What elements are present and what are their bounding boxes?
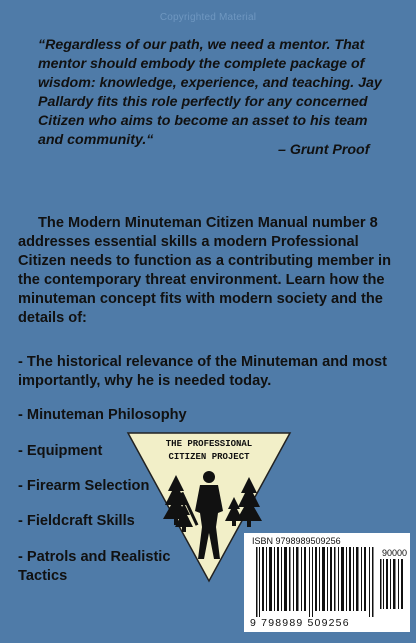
emblem-line2: CITIZEN PROJECT	[168, 452, 250, 462]
bullet-item: - Fieldcraft Skills	[18, 513, 135, 529]
bullet-item: - Firearm Selection	[18, 478, 150, 494]
bullet-item: - The historical relevance of the Minuteman and most importantly, why he is needed today.	[18, 354, 387, 389]
bullet-item: - Minuteman Philosophy	[18, 407, 187, 423]
bullet-item: - Equipment	[18, 443, 103, 459]
isbn-label: ISBN 9798989509256	[252, 536, 341, 546]
emblem-line1: THE PROFESSIONAL	[165, 439, 253, 449]
price-barcode-bars	[380, 559, 404, 609]
endorsement-quote: “Regardless of our path, we need a mentor. That mentor should embody the complete package of wisdom: knowledge, experience, and teaching. Jay Pallardy fits this role perfectly for any concerned Citizen who aims to become an asset to his team and community.“	[38, 37, 382, 148]
isbn-barcode	[244, 533, 410, 632]
price-code: 90000	[382, 548, 408, 558]
bullet-item: - Patrols and Realistic Tactics	[18, 549, 171, 584]
barcode-bars	[256, 547, 374, 617]
isbn-digits: 9 798989 509256	[250, 617, 350, 629]
book-description: The Modern Minuteman Citizen Manual number 8 addresses essential skills a modern Professional Citizen needs to function as a contributing member in the contemporary threat environment. Learn how the minuteman concept fits with modern society and the details of:	[18, 215, 391, 326]
quote-attribution: – Grunt Proof	[278, 142, 370, 158]
copyright-watermark: Copyrighted Material	[159, 12, 257, 23]
